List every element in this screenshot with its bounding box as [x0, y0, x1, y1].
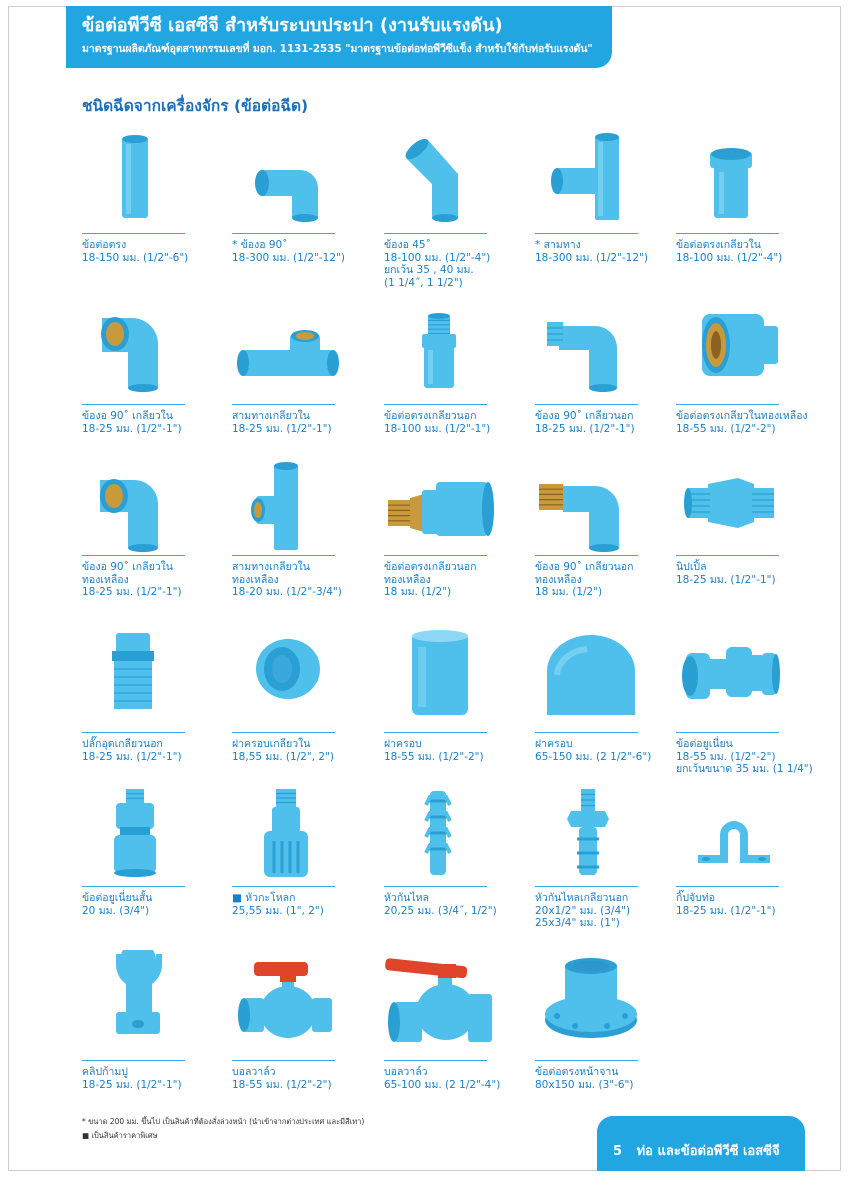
saddle-clamp-icon [676, 785, 786, 877]
product-divider [82, 732, 185, 733]
product-label: ข้อต่อตรงเกลียวนอก ทองเหลือง 18 มม. (1/2") [384, 561, 477, 598]
product-divider [232, 732, 335, 733]
product-label: ฝาครอบเกลียวใน 18,55 มม. (1/2", 2") [232, 738, 335, 763]
product-label: ปลั๊กอุดเกลียวนอก 18-25 มม. (1/2"-1") [82, 738, 182, 763]
elbow-90-icon [232, 130, 342, 222]
product-label: ข้อต่อตรงเกลียวใน 18-100 มม. (1/2"-4") [676, 239, 783, 264]
tee-icon [535, 130, 645, 222]
dome-cap-icon [535, 625, 645, 717]
female-adapter-icon [676, 130, 786, 222]
product-divider [82, 1060, 185, 1061]
section-title: ชนิดฉีดจากเครื่องจักร (ข้อต่อฉีด) [82, 97, 309, 115]
product-label: ข้อต่อตรงเกลียวนอก 18-100 มม. (1/2"-1") [384, 410, 491, 435]
footer-section-title: ท่อ และข้อต่อพีวีซี เอสซีจี [636, 1144, 780, 1159]
brass-female-elbow-icon [82, 460, 192, 552]
brass-male-elbow-icon [535, 460, 645, 552]
product-label: ฝาครอบ 65-150 มม. (2 1/2"-6") [535, 738, 652, 763]
foot-valve-icon [232, 785, 342, 877]
product-label: ข้อต่อยูเนี่ยน 18-55 มม. (1/2"-2") ยกเว้นขนาด 35 มม. (1 1/4") [676, 738, 813, 775]
product-divider [676, 233, 779, 234]
threaded-hose-barb-icon [535, 785, 645, 877]
product-divider [384, 404, 487, 405]
product-label: สามทางเกลียวใน ทองเหลือง 18-20 มม. (1/2"-3/4") [232, 561, 342, 598]
product-label: หัวกันไหล 20,25 มม. (3/4˝, 1/2") [384, 892, 497, 917]
product-divider [82, 555, 185, 556]
union-icon [676, 625, 786, 717]
product-divider [535, 233, 638, 234]
product-label: บอลวาล์ว 18-55 มม. (1/2"-2") [232, 1066, 332, 1091]
product-divider [232, 886, 335, 887]
product-divider [535, 555, 638, 556]
product-divider [384, 732, 487, 733]
male-elbow-icon [535, 300, 645, 392]
end-cap-icon [384, 625, 494, 717]
product-label: นิปเปิ้ล 18-25 มม. (1/2"-1") [676, 561, 776, 586]
product-label: ข้องอ 90˚ เกลียวนอก ทองเหลือง 18 มม. (1/2") [535, 561, 634, 598]
threaded-plug-icon [82, 625, 192, 717]
product-label: ■ หัวกะโหลก 25,55 มม. (1", 2") [232, 892, 324, 917]
product-label: ข้อต่อยูเนี่ยนสั้น 20 มม. (3/4") [82, 892, 153, 917]
product-label: ข้อต่อตรงเกลียวในทองเหลือง 18-55 มม. (1/2"-2") [676, 410, 808, 435]
product-label: ข้องอ 90˚ เกลียวใน 18-25 มม. (1/2"-1") [82, 410, 182, 435]
product-divider [535, 732, 638, 733]
product-divider [535, 404, 638, 405]
product-divider [676, 404, 779, 405]
page-title: ข้อต่อพีวีซี เอสซีจี สำหรับระบบประปา (งานรับแรงดัน) [82, 15, 503, 36]
product-divider [384, 1060, 487, 1061]
product-label: ข้อต่อตรงหน้าจาน 80x150 มม. (3"-6") [535, 1066, 634, 1091]
page-number: 5 [613, 1144, 623, 1159]
product-divider [384, 233, 487, 234]
brass-female-adapter-icon [676, 300, 786, 392]
product-divider [232, 233, 335, 234]
product-divider [535, 886, 638, 887]
product-label: ข้องอ 45˚ 18-100 มม. (1/2"-4") ยกเว้น 35 , 40 มม. (1 1/4˝, 1 1/2") [384, 239, 491, 289]
product-label: หัวกันไหลเกลียวนอก 20x1/2" มม. (3/4") 25x3/4" มม. (1") [535, 892, 631, 929]
short-union-icon [82, 785, 192, 877]
product-label: ข้อต่อตรง 18-150 มม. (1/2"-6") [82, 239, 189, 264]
hose-barb-icon [384, 785, 494, 877]
product-label: บอลวาล์ว 65-100 มม. (2 1/2"-4") [384, 1066, 501, 1091]
product-label: * สามทาง 18-300 มม. (1/2"-12") [535, 239, 648, 264]
product-divider [676, 555, 779, 556]
clip-icon [82, 950, 192, 1042]
product-divider [384, 555, 487, 556]
product-label: ฝาครอบ 18-55 มม. (1/2"-2") [384, 738, 484, 763]
nipple-icon [676, 460, 786, 552]
straight-coupling-icon [82, 130, 192, 222]
product-label: ข้องอ 90˚ เกลียวนอก 18-25 มม. (1/2"-1") [535, 410, 635, 435]
product-label: สามทางเกลียวใน 18-25 มม. (1/2"-1") [232, 410, 332, 435]
product-label: ข้องอ 90˚ เกลียวใน ทองเหลือง 18-25 มม. (1/2"-1") [82, 561, 182, 598]
footnote-special-price: ■ เป็นสินค้าราคาพิเศษ [82, 1131, 158, 1140]
ball-valve-large-icon [384, 950, 494, 1042]
female-tee-icon [232, 300, 342, 392]
page-subtitle: มาตรฐานผลิตภัณฑ์อุตสาหกรรมเลขที่ มอก. 1131-2535 "มาตรฐานข้อต่อท่อพีวีซีแข็ง สำหรับใช้กับท่อรับแรงดัน" [82, 43, 593, 55]
product-label: กิ๊ปจับท่อ 18-25 มม. (1/2"-1") [676, 892, 776, 917]
threaded-cap-icon [232, 625, 342, 717]
product-divider [232, 404, 335, 405]
product-divider [82, 404, 185, 405]
product-divider [384, 886, 487, 887]
page-header [66, 6, 612, 68]
product-divider [232, 1060, 335, 1061]
footnotes [82, 1115, 364, 1143]
male-adapter-icon [384, 300, 494, 392]
product-divider [82, 233, 185, 234]
footer-tab [597, 1116, 805, 1171]
product-divider [676, 732, 779, 733]
brass-male-adapter-icon [384, 460, 494, 552]
product-label: * ข้องอ 90˚ 18-300 มม. (1/2"-12") [232, 239, 345, 264]
female-elbow-icon [82, 300, 192, 392]
product-divider [676, 886, 779, 887]
product-divider [535, 1060, 638, 1061]
brass-female-tee-icon [232, 460, 342, 552]
product-label: คลิปก้ามปู 18-25 มม. (1/2"-1") [82, 1066, 182, 1091]
ball-valve-small-icon [232, 950, 342, 1042]
elbow-45-icon [384, 130, 494, 222]
product-divider [232, 555, 335, 556]
footnote-preorder: * ขนาด 200 มม. ขึ้นไป เป็นสินค้าที่ต้องสั่งล่วงหน้า (นำเข้าจากต่างประเทศ และมีสีเทา) [82, 1117, 365, 1126]
flange-adapter-icon [535, 950, 645, 1042]
product-divider [82, 886, 185, 887]
